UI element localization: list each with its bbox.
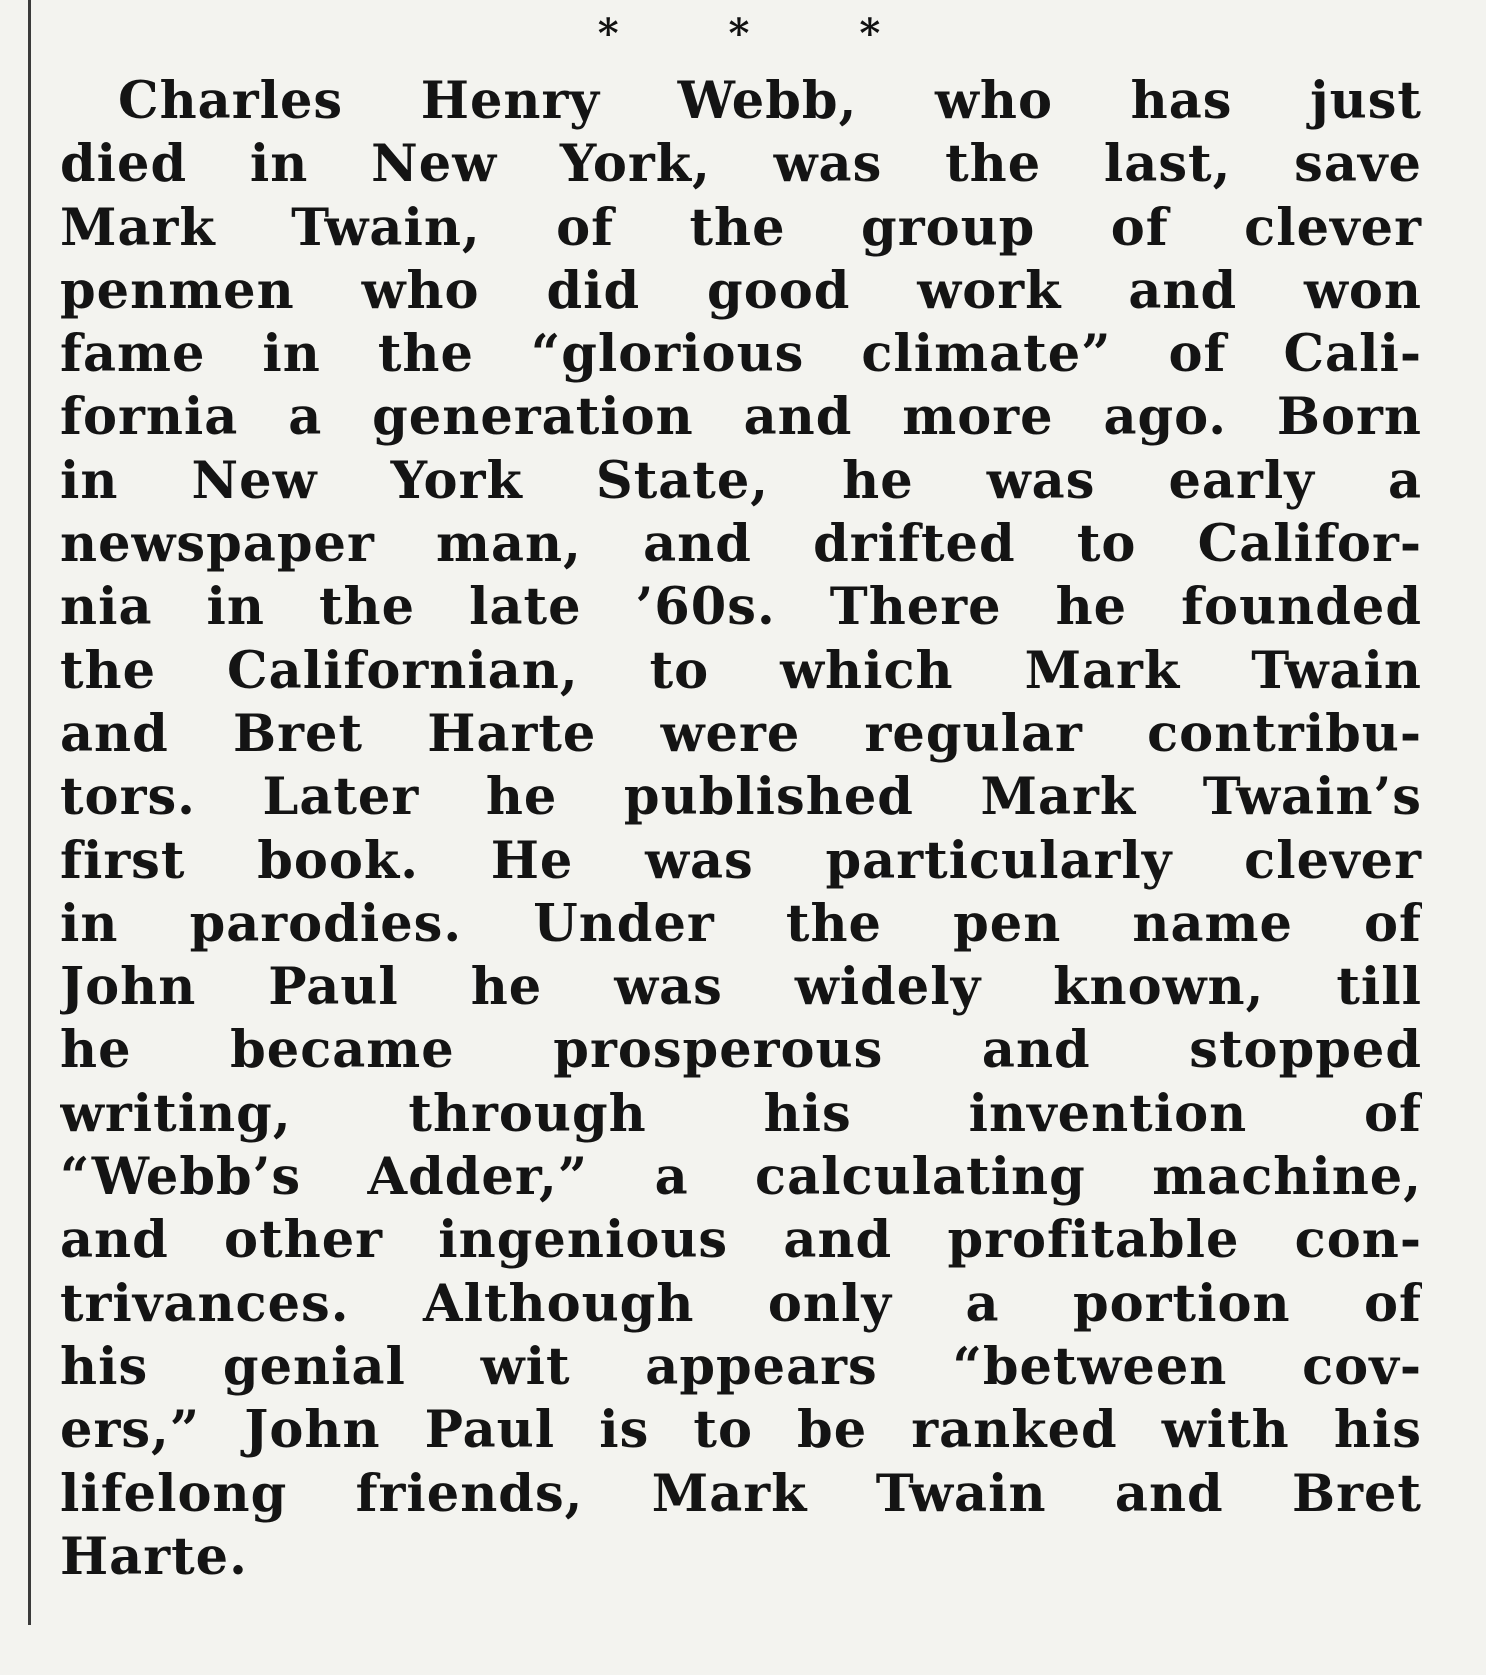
article-line: the Californian, to which Mark Twain [60,640,1422,701]
article-line: fornia a generation and more ago. Born [60,387,1422,448]
article-line: newspaper man, and drifted to Califor- [60,514,1422,575]
article-line: in parodies. Under the pen name of [60,893,1422,954]
article-line: lifelong friends, Mark Twain and Bret [60,1463,1422,1524]
article-line: tors. Later he published Mark Twain’s [60,767,1422,828]
article-line: nia in the late ’60s. There he founded [60,577,1422,638]
article-line: in New York State, he was early a [60,450,1422,511]
article-line: Charles Henry Webb, who has just [118,71,1422,131]
article-line: and other ingenious and profitable con- [60,1210,1422,1271]
article-line: he became prosperous and stopped [60,1020,1422,1081]
article-line: Mark Twain, of the group of clever [60,197,1422,258]
article-line: his genial wit appears “between cov- [60,1336,1422,1397]
article-body [60,70,1422,1589]
article-line: writing, through his invention of [60,1083,1422,1144]
article-line: ers,” John Paul is to be ranked with his [60,1400,1422,1461]
section-separator: * * * [597,10,929,57]
column-rule [28,0,31,1625]
article-line: Harte. [60,1526,248,1587]
article-line: John Paul he was widely known, till [60,957,1422,1018]
article-line: penmen who did good work and won [60,260,1422,321]
article-line: trivances. Although only a portion of [60,1273,1422,1334]
article-line: and Bret Harte were regular contribu- [60,703,1422,764]
article-line: died in New York, was the last, save [60,134,1422,195]
article-line: fame in the “glorious climate” of Cali- [60,324,1422,385]
article-line: “Webb’s Adder,” a calculating machine, [60,1147,1422,1208]
article-line: first book. He was particularly clever [60,830,1422,891]
